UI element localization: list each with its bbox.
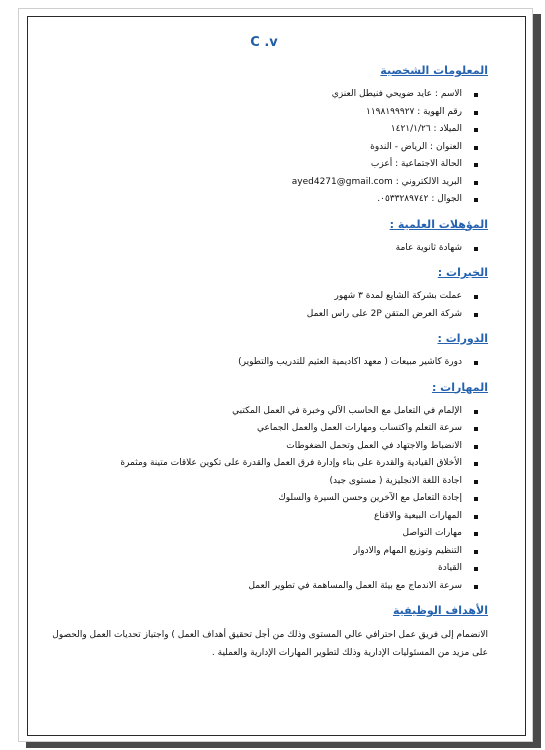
skill-item: التنظيم وتوزيع المهام والادوار xyxy=(40,543,462,561)
bullet-icon xyxy=(474,410,478,414)
experience-heading: الخبرات : xyxy=(437,266,488,279)
bullet-icon xyxy=(474,497,478,501)
skills-heading: المهارات : xyxy=(431,380,488,394)
education-heading: المؤهلات العلمية : xyxy=(389,217,488,231)
skill-item: سرعة التعلم واكتساب ومهارات العمل والعمل الجماعي xyxy=(40,420,462,438)
personal-item-id: رقم الهوية : ١١٩٨١٩٩٩٢٧ xyxy=(40,104,462,122)
bullet-icon xyxy=(474,181,478,185)
personal-item-mobile: الجوال : ٠٥٣٣٢٨٩٧٤٢. xyxy=(40,191,462,209)
skill-item: سرعة الاندماج مع بيئة العمل والمساهمة في تطوير العمل xyxy=(40,578,462,596)
page-shadow-bottom xyxy=(26,742,541,748)
bullet-icon xyxy=(474,427,478,431)
personal-item-address: العنوان : الرياض - الندوة xyxy=(40,139,462,157)
bullet-icon xyxy=(474,93,478,97)
skill-item: الانضباط والاجتهاد في العمل وتحمل الضغوطات xyxy=(40,438,462,456)
experience-item: عملت بشركة الشايع لمدة ٣ شهور xyxy=(40,288,462,306)
bullet-icon xyxy=(474,111,478,115)
skill-item: الأخلاق القيادية والقدرة على بناء وإدارة فرق العمل والقدرة على تكوين علاقات متينة ومثمرة xyxy=(40,455,462,473)
personal-item-email: البريد الالكتروني : ayed4271@gmail.com xyxy=(40,174,462,192)
bullet-icon xyxy=(474,445,478,449)
bullet-icon xyxy=(474,198,478,202)
personal-info-heading: المعلومات الشخصية xyxy=(380,64,488,77)
skills-list xyxy=(40,403,488,596)
bullet-icon xyxy=(474,146,478,150)
courses-heading: الدورات : xyxy=(437,332,488,345)
email-link[interactable]: ayed4271@gmail.com xyxy=(291,176,393,187)
education-list xyxy=(40,240,488,258)
experience-list xyxy=(40,288,488,323)
cv-title: C .v xyxy=(250,35,278,50)
skill-item: المهارات البيعية والاقناع xyxy=(40,508,462,526)
objectives-heading: الأهداف الوظيفية xyxy=(392,604,488,617)
page-shadow-right xyxy=(533,14,541,748)
bullet-icon xyxy=(474,128,478,132)
bullet-icon xyxy=(474,247,478,251)
skill-item: إجادة التعامل مع الآخرين وحسن السيرة والسلوك xyxy=(40,490,462,508)
cv-content xyxy=(40,30,488,662)
skill-item: اجادة اللغة الانجليزية ( مستوى جيد) xyxy=(40,473,462,491)
personal-item-birth: الميلاد : ١٤٢١/١/٢٦ xyxy=(40,121,462,139)
courses-list xyxy=(40,354,488,372)
personal-item-marital: الحالة الاجتماعية : أعزب xyxy=(40,156,462,174)
education-item: شهادة ثانوية عامة xyxy=(40,240,462,258)
skill-item: الإلمام في التعامل مع الحاسب الآلي وخبرة في العمل المكتبي xyxy=(40,403,462,421)
bullet-icon xyxy=(474,295,478,299)
skill-item: مهارات التواصل xyxy=(40,525,462,543)
bullet-icon xyxy=(474,163,478,167)
bullet-icon xyxy=(474,313,478,317)
bullet-icon xyxy=(474,462,478,466)
bullet-icon xyxy=(474,585,478,589)
bullet-icon xyxy=(474,480,478,484)
bullet-icon xyxy=(474,567,478,571)
bullet-icon xyxy=(474,550,478,554)
bullet-icon xyxy=(474,532,478,536)
personal-info-list xyxy=(40,86,488,209)
objectives-text: الانضمام إلى فريق عمل احترافي عالي المستوى وذلك من أجل تحقيق أهداف العمل ) واجتياز تحديات العمل والحصول على مزيد من المسئوليات الإدارية وذلك لتطوير المهارات الإدارية والعملية . xyxy=(52,630,488,658)
skill-item: القيادة xyxy=(40,560,462,578)
personal-item-name: الاسم : عايد ضويحي فنيطل العنزي xyxy=(40,86,462,104)
bullet-icon xyxy=(474,515,478,519)
bullet-icon xyxy=(474,361,478,365)
course-item: دورة كاشير مبيعات ( معهد اكاديمية العثيم للتدريب والتطوير) xyxy=(40,354,462,372)
experience-item: شركة العرض المتقن 2P على راس العمل xyxy=(40,306,462,324)
